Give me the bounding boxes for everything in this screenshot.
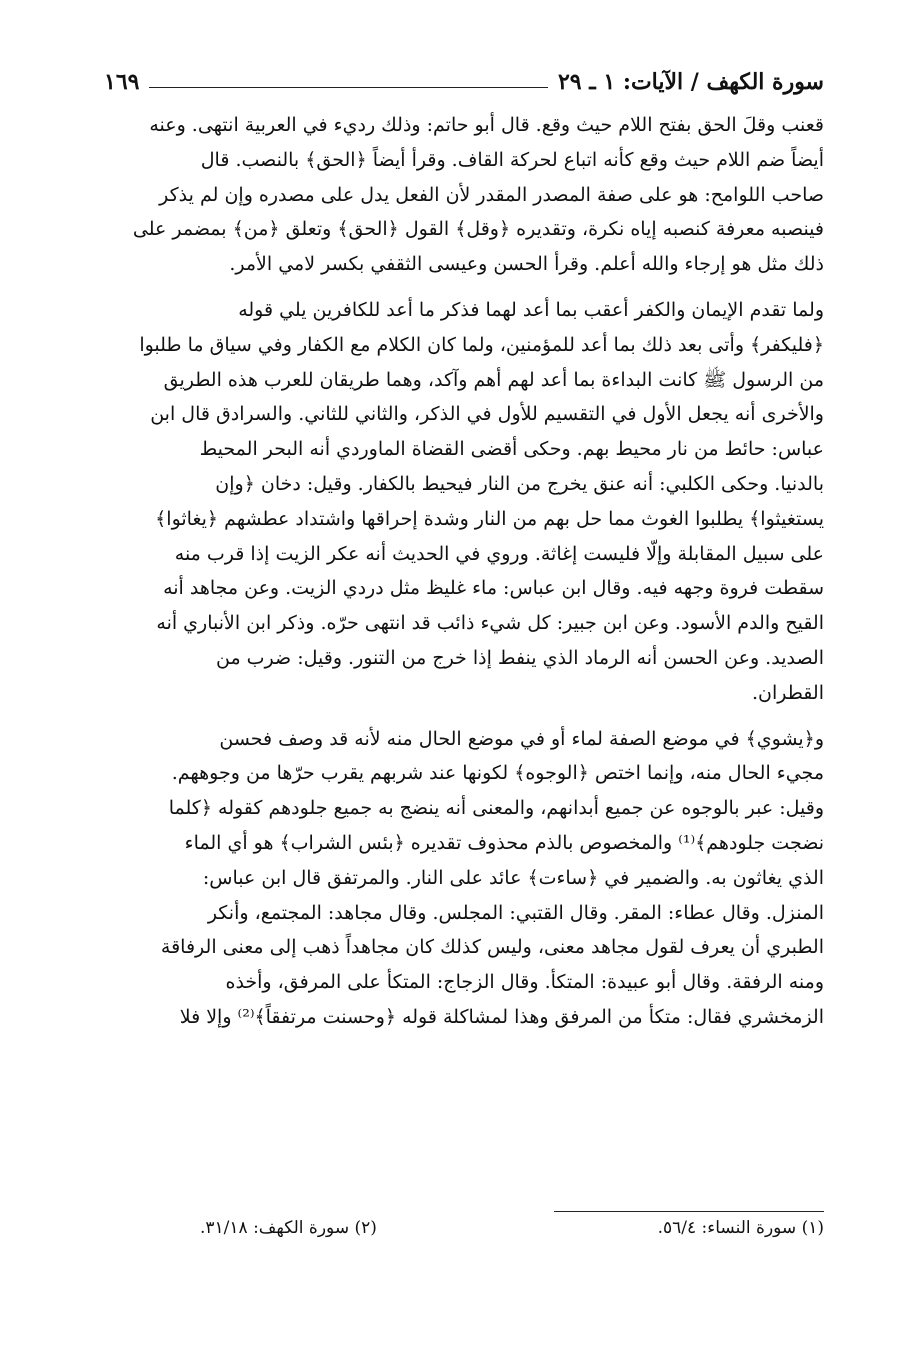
text-line: صاحب اللوامح: هو على صفة المصدر المقدر لأن الفعل يدل على مصدره وإن لم يذكر: [159, 183, 824, 206]
header-rule: [149, 87, 547, 88]
text-line: نضجت جلودهم﴾⁽¹⁾ والمخصوص بالذم محذوف تقديره ﴿بئس الشراب﴾ هو أي الماء: [184, 831, 824, 854]
text-line: ولما تقدم الإيمان والكفر أعقب بما أعد لهما فذكر ما أعد للكافرين يلي قوله: [238, 298, 824, 321]
footnote-1: (١) سورة النساء: ٥٦/٤.: [657, 1218, 824, 1238]
text-line: القطران.: [751, 681, 824, 704]
text-line: ومنه الرفقة. وقال أبو عبيدة: المتكأ. وقال الزجاج: المتكأ على المرفق، وأخذه: [225, 971, 824, 994]
text-line: عباس: حائط من نار محيط بهم. وحكى أقضى القضاة الماوردي أنه البحر المحيط: [199, 438, 824, 461]
running-title: سورة الكهف / الآيات: ١ ـ ٢٩: [557, 69, 824, 95]
paragraph: [102, 108, 824, 282]
text-line: يستغيثوا﴾ يطلبوا الغوث مما حل بهم من النار وشدة إحراقها واشتداد عطشهم ﴿يغاثوا﴾: [155, 507, 824, 530]
text-line: و﴿يشوي﴾ في موضع الصفة لماء أو في موضع الحال منه لأنه قد وصف فحسن: [219, 727, 824, 750]
footnotes: [200, 1213, 824, 1243]
text-line: والأخرى أنه يجعل الأول في التقسيم للأول في الذكر، والثاني للثاني. والسرادق قال ابن: [150, 403, 824, 426]
text-line: بالدنيا. وحكى الكلبي: أنه عنق يخرج من النار فيحيط بالكفار. وقيل: دخان ﴿وإن: [215, 472, 824, 495]
text-line: الصديد. وعن الحسن أنه الرماد الذي ينفط إذا خرج من التنور. وقيل: ضرب من: [215, 646, 824, 669]
text-line: الطبري أن يعرف لقول مجاهد معنى، وليس كذلك كان مجاهداً ذهب إلى معنى الرفاقة: [160, 936, 824, 959]
page-body: [102, 108, 824, 1035]
text-line: المنزل. وقال عطاء: المقر. وقال القتبي: المجلس. وقال مجاهد: المجتمع، وأنكر: [207, 901, 824, 924]
text-line: الزمخشري فقال: متكأ من المرفق وهذا لمشاكلة قوله ﴿وحسنت مرتفقاً﴾⁽²⁾ وإلا فلا: [179, 1005, 824, 1028]
footnote-separator: [554, 1211, 824, 1212]
text-line: ذلك مثل هو إرجاء والله أعلم. وقرأ الحسن وعيسى الثقفي بكسر لامي الأمر.: [229, 253, 824, 276]
page-header: [104, 62, 824, 96]
paragraph: [102, 722, 824, 1035]
text-line: أيضاً ضم اللام حيث وقع كأنه اتباع لحركة القاف. وقرأ أيضاً ﴿الحق﴾ بالنصب. قال: [200, 148, 824, 171]
text-line: قعنب وقلَ الحق بفتح اللام حيث وقع. قال أبو حاتم: وذلك رديء في العربية انتهى. وعنه: [149, 114, 824, 136]
text-line: من الرسول ﷺ كانت البداءة بما أعد لهم أهم وآكد، وهما طريقان للعرب هذه الطريق: [163, 368, 824, 391]
text-line: القيح والدم الأسود. وعن ابن جبير: كل شيء ذائب قد انتهى حرّه. وذكر ابن الأنباري أنه: [156, 612, 824, 635]
text-line: فينصبه معرفة كنصبه إياه نكرة، وتقديره ﴿وقل﴾ القول ﴿الحق﴾ وتعلق ﴿من﴾ بمضمر على: [132, 218, 824, 241]
paragraph: [102, 293, 824, 711]
text-line: سقطت فروة وجهه فيه. وقال ابن عباس: ماء غليظ مثل دردي الزيت. وعن مجاهد أنه: [163, 577, 824, 600]
text-line: مجيء الحال منه، وإنما اختص ﴿الوجوه﴾ لكونها عند شربهم يقرب حرّها من وجوههم.: [171, 762, 824, 785]
text-line: وقيل: عبر بالوجوه عن جميع أبدانهم، والمعنى أنه ينضج به جميع جلودهم كقوله ﴿كلما: [168, 797, 824, 820]
text-line: ﴿فليكفر﴾ وأتى بعد ذلك بما أعد للمؤمنين، ولما كان الكلام مع الكفار وفي سياق ما طلبوا: [139, 333, 824, 356]
text-line: على سبيل المقابلة وإلّا فليست إغاثة. وروي في الحديث أنه عكر الزيت إذا قرب منه: [174, 542, 824, 565]
text-line: الذي يغاثون به. والضمير في ﴿ساءت﴾ عائد على النار. والمرتفق قال ابن عباس:: [202, 866, 824, 889]
page-number: ١٦٩: [104, 69, 140, 95]
footnote-2: (٢) سورة الكهف: ٣١/١٨.: [200, 1218, 377, 1238]
